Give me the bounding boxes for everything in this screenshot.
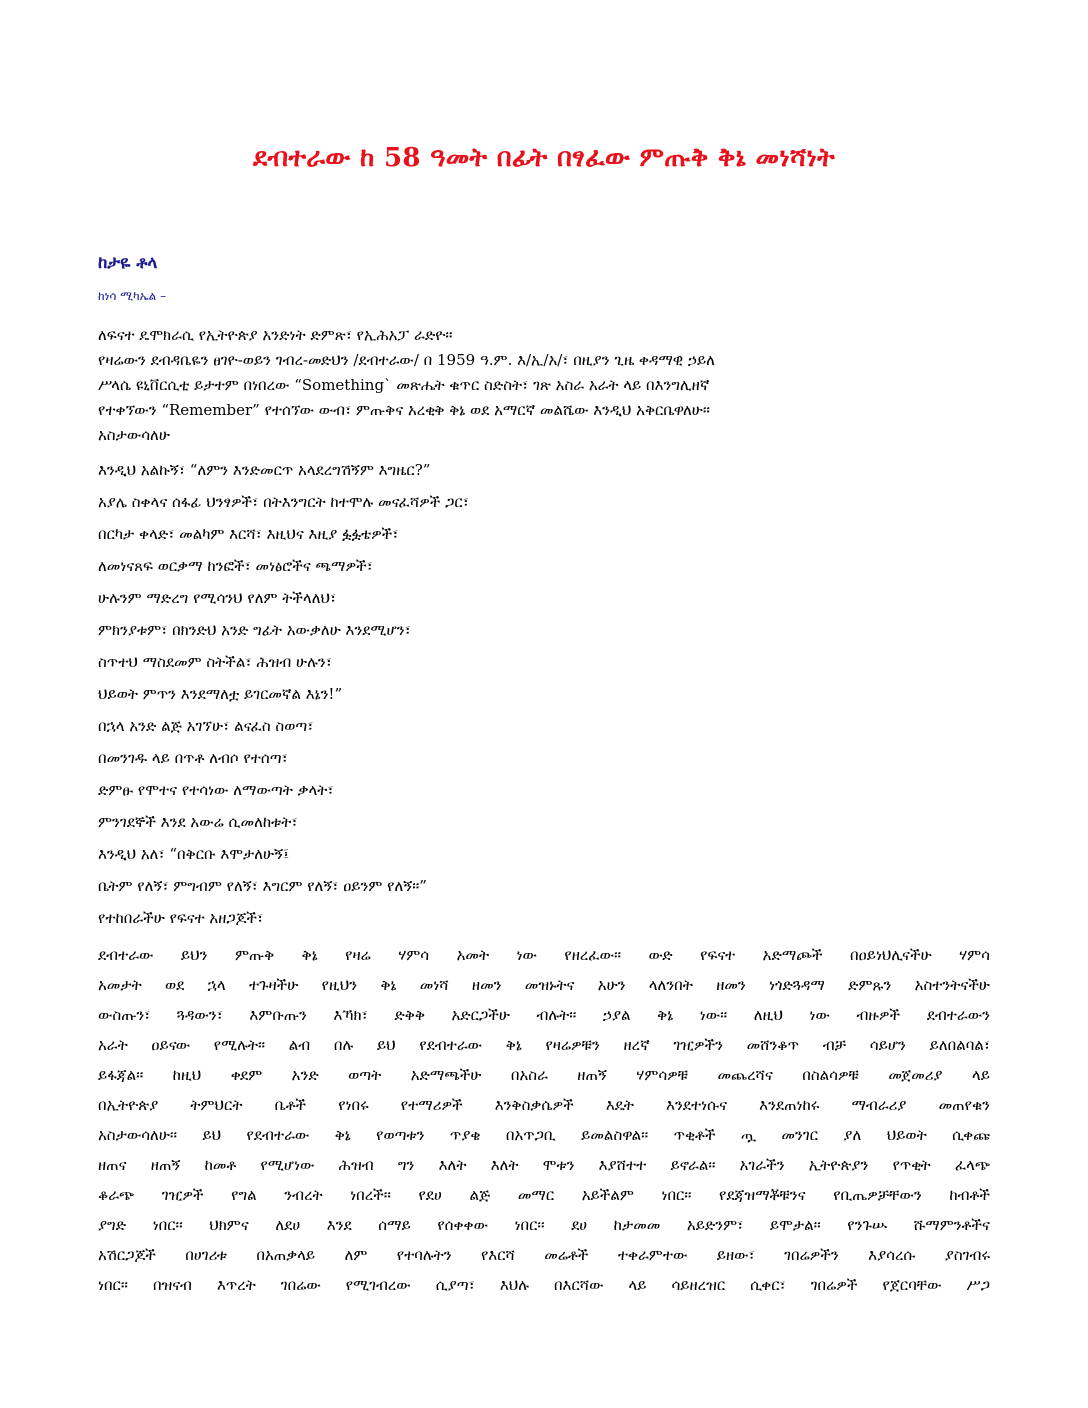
poem-line: ምንገደኞች እንደ አውሬ ሲመለከቱት፣ bbox=[98, 813, 298, 831]
paragraph-block bbox=[98, 940, 990, 1300]
poem-line: ሁሉንም ማድረግ የሚሳንህ የለም ትችላለህ፣ bbox=[98, 589, 337, 607]
paragraph-line: አስታውሳለሁ፡፡ ይህ የደብተራው ቅኔ የወጣቱን ጥያቄ በአጥጋቢ ይመልስዋል፡፡ ጥቂቶች ጧ መንገር ያለ ህይወት ሲቀጩ bbox=[98, 1126, 990, 1144]
intro-line: አስታውሳለሁ bbox=[98, 426, 170, 444]
author-name: ከታዬ ቶላ bbox=[98, 253, 158, 273]
poem-line: ቤትም የለኝ፣ ምግብም የለኝ፣ እግርም የለኝ፣ ዐይንም የለኝ፡፡” bbox=[98, 877, 427, 895]
poem-line: እንዲህ አለ፣ “በቅርቡ እሞታለሁኝ፤ bbox=[98, 845, 290, 863]
paragraph-line: ቆራጭ ገዢዎች የግል ንብረት ነበረች፡፡ የደሀ ልጅ መማር አይችልም ነበር፡፡ የደጃዝማቾቹንና የቢጤዎቻቸውን ከብቶች bbox=[98, 1186, 990, 1204]
poem-line: ምክንያቱም፣ በክንድህ አንድ ግፊት አውቃለሁ እንደሚሆን፣ bbox=[98, 621, 411, 639]
poem-line: የተከበራችሁ የፍናተ አዘጋጆች፣ bbox=[98, 909, 264, 927]
poem-line: እንዲህ አልኩኝ፣ “ለምን እንድመርጥ አላደረግሽኝም እግዜር?” bbox=[98, 461, 431, 479]
poem-line: ድምፁ የሞተና የተሳነው ለማውጣት ቃላት፣ bbox=[98, 781, 334, 799]
page-title: ደብተራው ከ 58 ዓመት በፊት በፃፈው ምጡቅ ቅኔ መነሻነት bbox=[253, 143, 835, 173]
poem-line: አያሌ ስቀላና ሰፋፊ ህንፃዎች፣ በትእንግርት ከተሞሉ መናፈሻዎች ጋር፣ bbox=[98, 493, 469, 511]
author-subline: ከነሳ ሚካኤል – bbox=[98, 289, 167, 303]
intro-line: የዛሬውን ደብዳቤዬን ፀገዮ-ወይን ገብረ-መድህን /ደብተራው/ በ 1959 ዓ.ም. እ/ኢ/አ/፣ በዚያን ጊዜ ቀዳማዊ ኃይለ bbox=[98, 351, 715, 369]
paragraph-line: ደብተራው ይህን ምጡቅ ቅኔ የዛሬ ሃምሳ አመት ነው የዘረፈው፡፡ ውድ የፍናተ አድማጮች በዐይነህሊናችሁ ሃምሳ bbox=[98, 946, 990, 964]
intro-line: ለፍናተ ዴሞክራሲ የኢትዮጵያ አንድነት ድምጽ፣ የኢሕአፓ ራድዮ፡፡ bbox=[98, 326, 453, 344]
paragraph-line: ይፋጃል፡፡ ከዚህ ቀደም አንድ ወጣት አድማጫችሁ በአስራ ዘጠኝ ሃምሳዎቹ መጨረሻና በስልሳዎቹ መጀመሪያ ላይ bbox=[98, 1066, 990, 1084]
paragraph-line: አራት ዐይናው የሚሉት፡፡ ልብ በሉ ይህ የደብተራው ቅኔ የዛሬዎቹን ዘረኛ ገዢዎችን መሸንቆጥ ብቻ ሳይሆን ይለበልባል፣ bbox=[98, 1036, 990, 1054]
paragraph-line: ዘጠና ዘጠኝ ከመቶ የሚሆነው ሕዝብ ግን እለት እለት ሞቱን እያሸተተ ይኖራል፡፡ አገራችን ኢትዮጵያን የጥቂት ፈላጭ bbox=[98, 1156, 990, 1174]
paragraph-line: ያግድ ነበር፡፡ ህክምና ለደሀ እንደ ሰማይ የሰቀቀው ነበር፡፡ ደሀ ከታመመ አይድንም፣ ይሞታል፡፡ የንጉሡ ሹማምንቶችና bbox=[98, 1216, 990, 1234]
paragraph-line: አመታት ወደ ኋላ ተጉዛችሁ የዚህን ቅኔ መነሻ ዘመን መዝኑትና አሁን ላለንበት ዘመን ነጎድጓዳማ ድምጹን አስተንትናችሁ bbox=[98, 976, 990, 994]
article-body bbox=[98, 323, 990, 1300]
paragraph-line: በኢትዮጵያ ትምህርት ቤቶች የነበሩ የተማሪዎች እንቅስቃሴዎች እዴት እንደተነሱና እንደጠነከሩ ማብራሪያ መጠየቁን bbox=[98, 1096, 990, 1114]
paragraph-line: ነበር፡፡ በዝናብ እጥረት ገበሬው የሚገብረው ሲያጣ፣ እህሉ በእርሻው ላይ ሳይዘረዝር ሲቀር፣ ገበሬዎች የጀርባቸው ሥጋ bbox=[98, 1276, 990, 1294]
poem-line: በኋላ አንድ ልጅ አገኘሁ፣ ልናፈስ ስወጣ፣ bbox=[98, 717, 314, 735]
poem-line: ለመነናጸፍ ወርቃማ ከንፎች፣ መነፅሮችና ጫማዎች፣ bbox=[98, 557, 373, 575]
poem-block bbox=[98, 454, 990, 934]
paragraph-line: ውስጡን፣ ጓዳውን፣ እምቡጡን እኻክ፣ ድቅቅ አድርጋችሁ ብሉት፡፡ ኃያል ቅኔ ነው፡፡ ለዚህ ነው ብዙዎች ደብተራውን bbox=[98, 1006, 990, 1024]
intro-line: የተቀኘውን “Remember” የተሰኘው ውብ፣ ምጡቅና አረቂቅ ቅኔ ወደ አማርኛ መልሼው እንዲህ አቅርቤዋለሁ፡፡ bbox=[98, 401, 710, 419]
poem-line: ህይወት ምጥን እንደማለቷ ይገርመኛል እኔን!” bbox=[98, 685, 343, 703]
intro-line: ሥላሴ ዩኒቨርሲቲ ይታተም በነበረው “Something` መጽሔት ቁጥር ስድስት፣ ገጽ አስራ አራት ላይ በእንግሊዘኛ bbox=[98, 376, 710, 394]
poem-line: በመንገዱ ላይ በጥቶ ለብሶ የተሰጣ፣ bbox=[98, 749, 288, 767]
paragraph-line: አሽርጋጆች በሀገሪቱ በአጠቃላይ ለም የተባሉትን የእርሻ መሬቶች ተቀራምተው ይዘው፣ ገበሬዎችን እያሳረሱ ያስገብሩ bbox=[98, 1246, 990, 1264]
intro-block bbox=[98, 323, 990, 448]
poem-line: ስጥተህ ማስደመም ስትችል፣ ሕዝብ ሁሉን፣ bbox=[98, 653, 332, 671]
poem-line: በርካታ ቀላድ፣ መልካም እርሻ፣ እዚህና እዚያ ፏፏቴዎች፣ bbox=[98, 525, 399, 543]
